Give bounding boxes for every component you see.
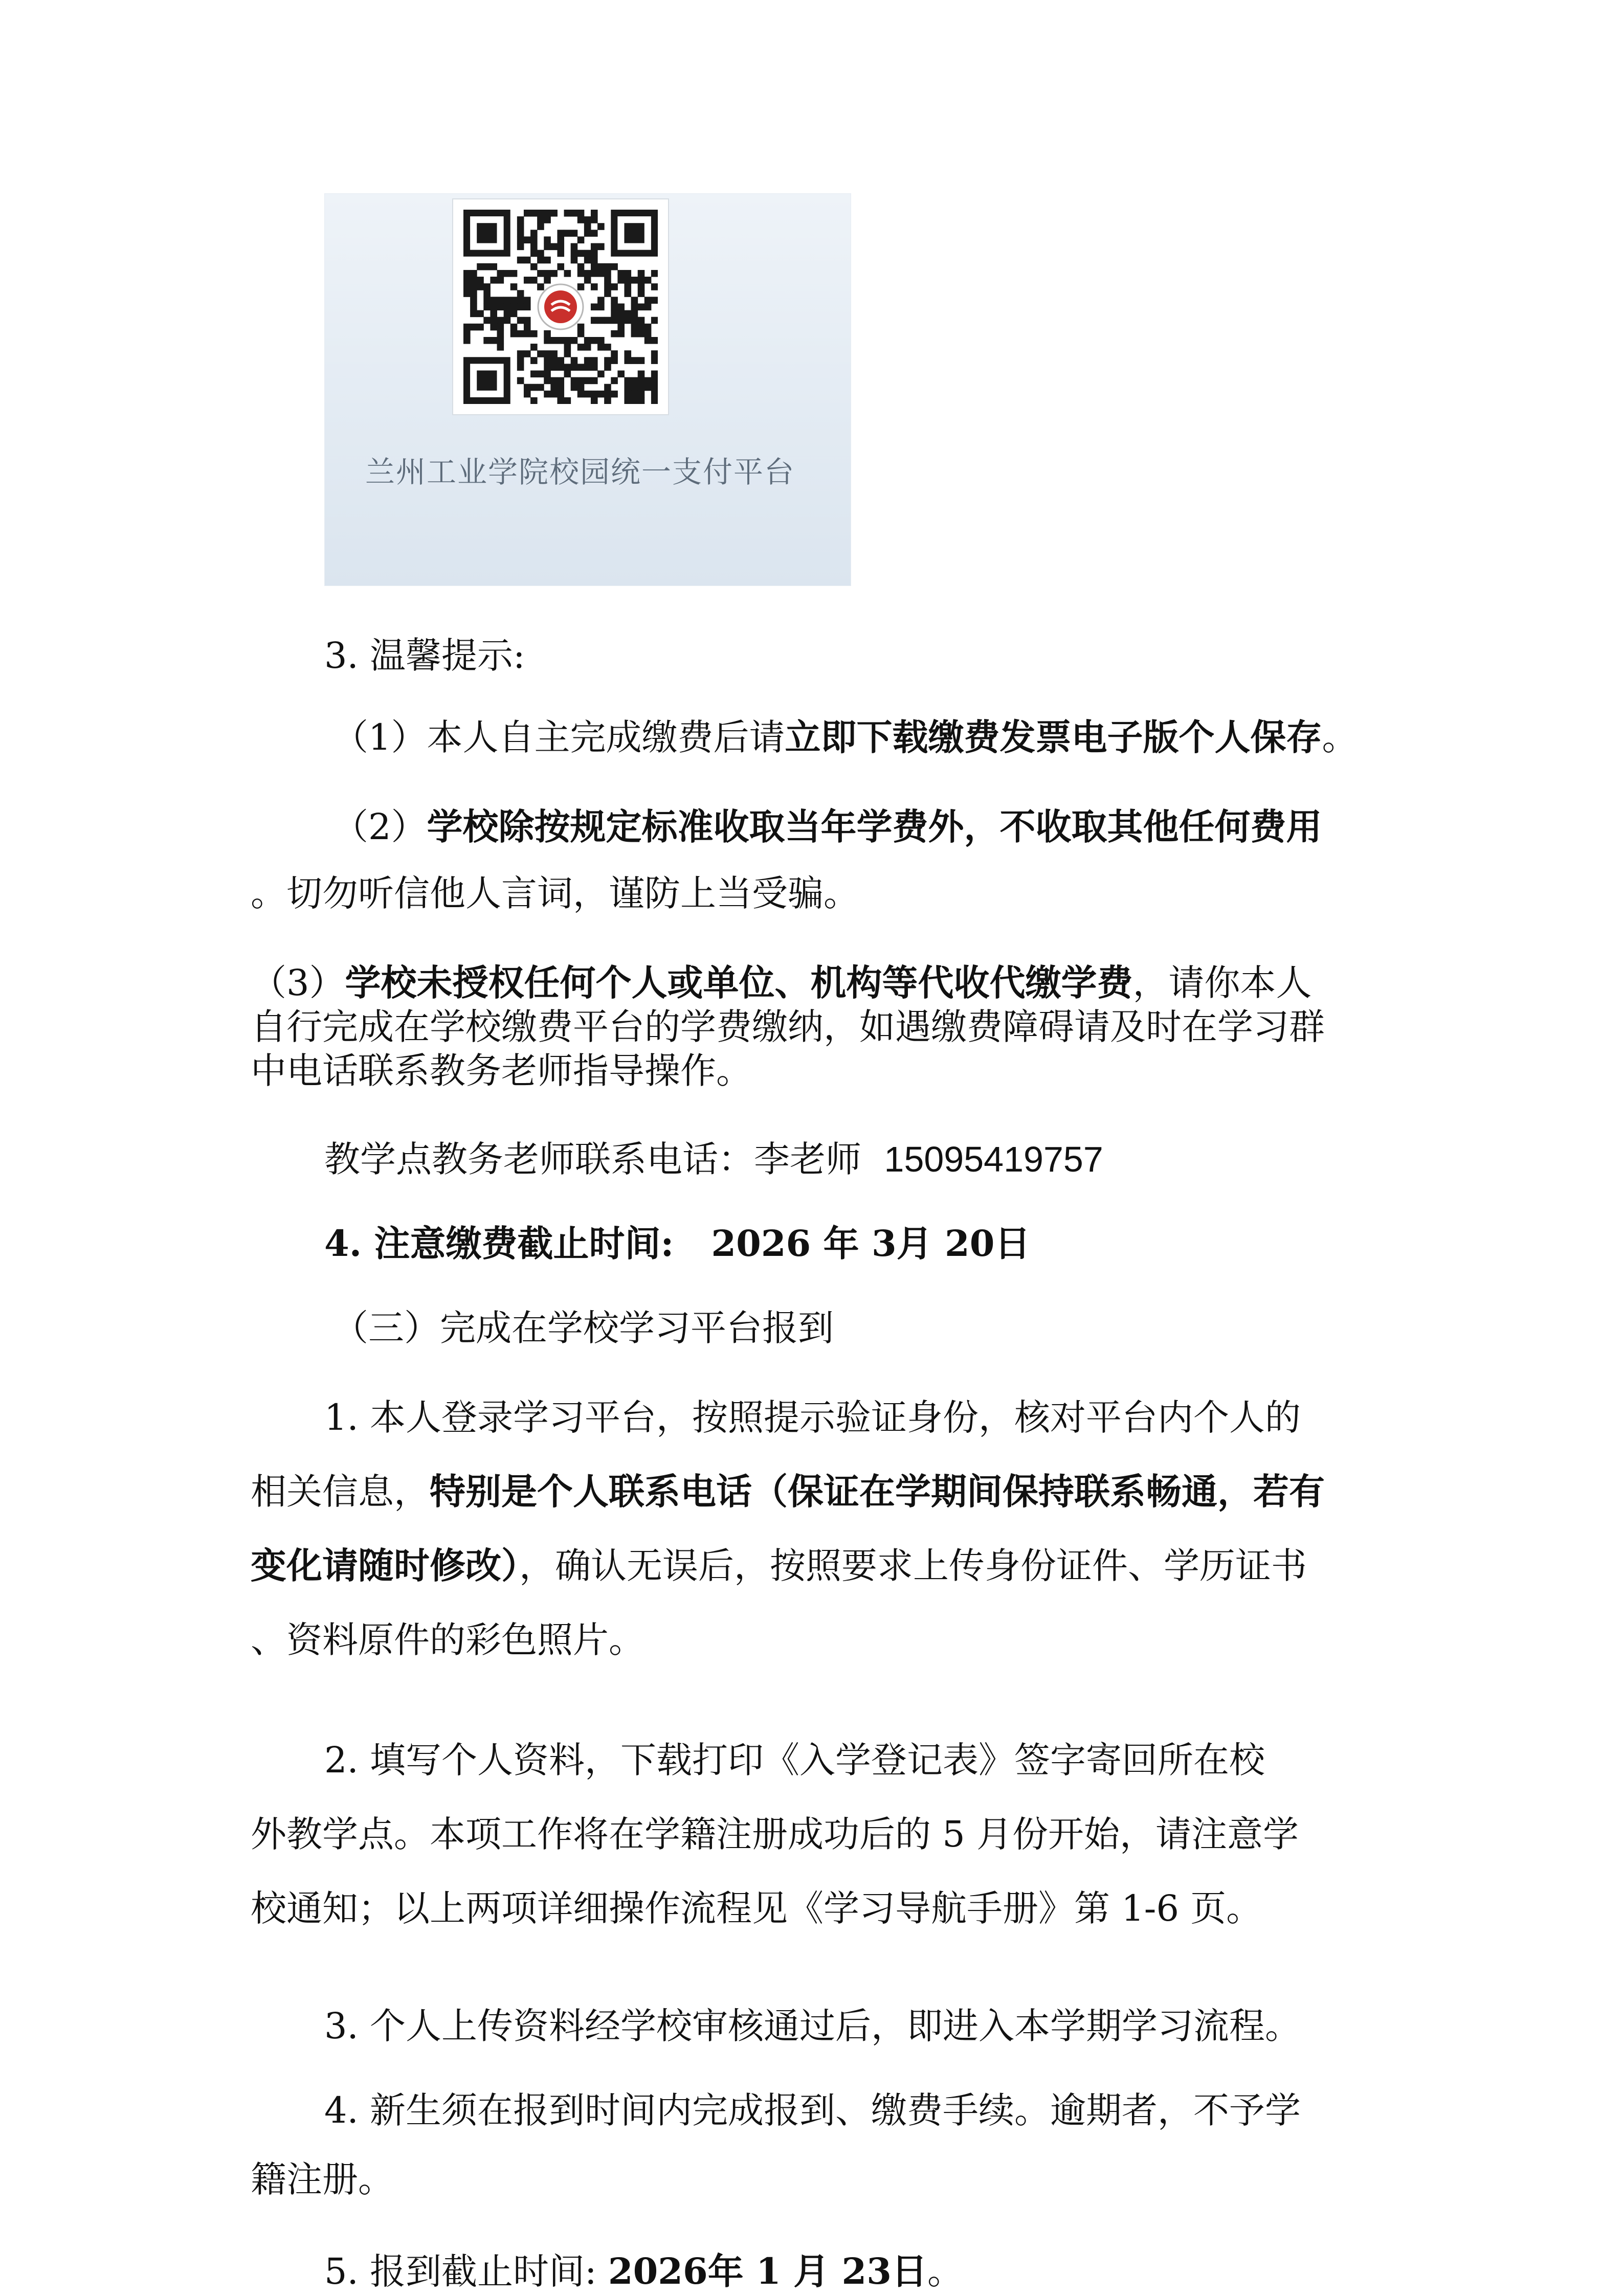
step-1-line1: 1. 本人登录学习平台，按照提示验证身份，核对平台内个人的: [324, 1397, 1301, 1438]
step-4-line1: 4. 新生须在报到时间内完成报到、缴费手续。逾期者，不予学: [324, 2089, 1301, 2131]
payment-deadline: [324, 1222, 1030, 1265]
step-1-line2-bold: 特别是个人联系电话（保证在学期间保持联系畅通，若有: [430, 1470, 1325, 1513]
tip-item-1-prefix: （1）本人自主完成缴费后请: [332, 716, 785, 758]
payment-deadline-value: 2026 年 3月 20日: [711, 1222, 1031, 1265]
qr-finder-pattern: [463, 210, 510, 257]
step-4-line2: 籍注册。: [251, 2158, 394, 2200]
qr-code-icon: [463, 210, 658, 404]
qr-code-frame: [452, 198, 669, 415]
contact-label: 教学点教务老师联系电话：李老师: [324, 1138, 861, 1180]
tip-item-3-prefix: （3）: [251, 962, 345, 1004]
step-1-line3-suffix: ，确认无误后，按照要求上传身份证件、学历证书: [519, 1545, 1307, 1587]
step-1-line2: [251, 1470, 1325, 1513]
step-1-line2-prefix: 相关信息，: [251, 1471, 430, 1513]
step-1-line3-bold: 变化请随时修改）: [251, 1544, 519, 1587]
tip-item-2: [332, 805, 1322, 848]
step-1-line4: 、资料原件的彩色照片。: [251, 1619, 644, 1661]
contact-line: [324, 1138, 1103, 1181]
qr-caption: 兰州工业学院校园统一支付平台: [365, 455, 795, 489]
payment-deadline-label: 4. 注意缴费截止时间:: [324, 1222, 674, 1265]
tip-item-3: [251, 961, 1312, 1004]
step-2-line2: 外教学点。本项工作将在学籍注册成功后的 5 月份开始，请注意学: [251, 1813, 1299, 1855]
school-logo-icon: [538, 284, 583, 329]
tip-item-1-bold: 立即下载缴费发票电子版个人保存: [785, 716, 1322, 758]
payment-qr-card: [324, 193, 851, 586]
registration-deadline-suffix: 。: [927, 2250, 963, 2292]
registration-deadline-label: 5. 报到截止时间:: [324, 2250, 608, 2292]
tips-heading: 3. 温馨提示:: [324, 635, 525, 677]
registration-deadline: [324, 2250, 963, 2293]
tip-item-3-suffix: ，请你本人: [1132, 962, 1312, 1004]
contact-phone: 15095419757: [884, 1139, 1103, 1179]
section-3-heading: （三）完成在学校学习平台报到: [332, 1307, 834, 1349]
tip-item-1-suffix: 。: [1322, 716, 1358, 758]
step-3: 3. 个人上传资料经学校审核通过后，即进入本学期学习流程。: [324, 2005, 1301, 2047]
registration-deadline-value: 2026年 1 月 23日: [608, 2250, 927, 2292]
step-2-line3: 校通知；以上两项详细操作流程见《学习导航手册》第 1-6 页。: [251, 1887, 1262, 1929]
tip-item-3-line2: 自行完成在学校缴费平台的学费缴纳，如遇缴费障碍请及时在学习群: [251, 1006, 1325, 1048]
tip-item-1: [332, 716, 1358, 759]
tip-item-2-prefix: （2）: [332, 806, 427, 848]
tip-item-3-bold: 学校未授权任何个人或单位、机构等代收代缴学费: [345, 961, 1133, 1004]
step-1-line3: [251, 1544, 1307, 1587]
tip-item-2-cont: 。切勿听信他人言词，谨防上当受骗。: [251, 872, 859, 914]
qr-finder-pattern: [611, 210, 658, 257]
step-2-line1: 2. 填写个人资料，下载打印《入学登记表》签字寄回所在校: [324, 1739, 1265, 1781]
qr-finder-pattern: [463, 357, 510, 404]
tip-item-3-line3: 中电话联系教务老师指导操作。: [251, 1050, 752, 1092]
tip-item-2-bold: 学校除按规定标准收取当年学费外，不收取其他任何费用: [427, 805, 1322, 848]
